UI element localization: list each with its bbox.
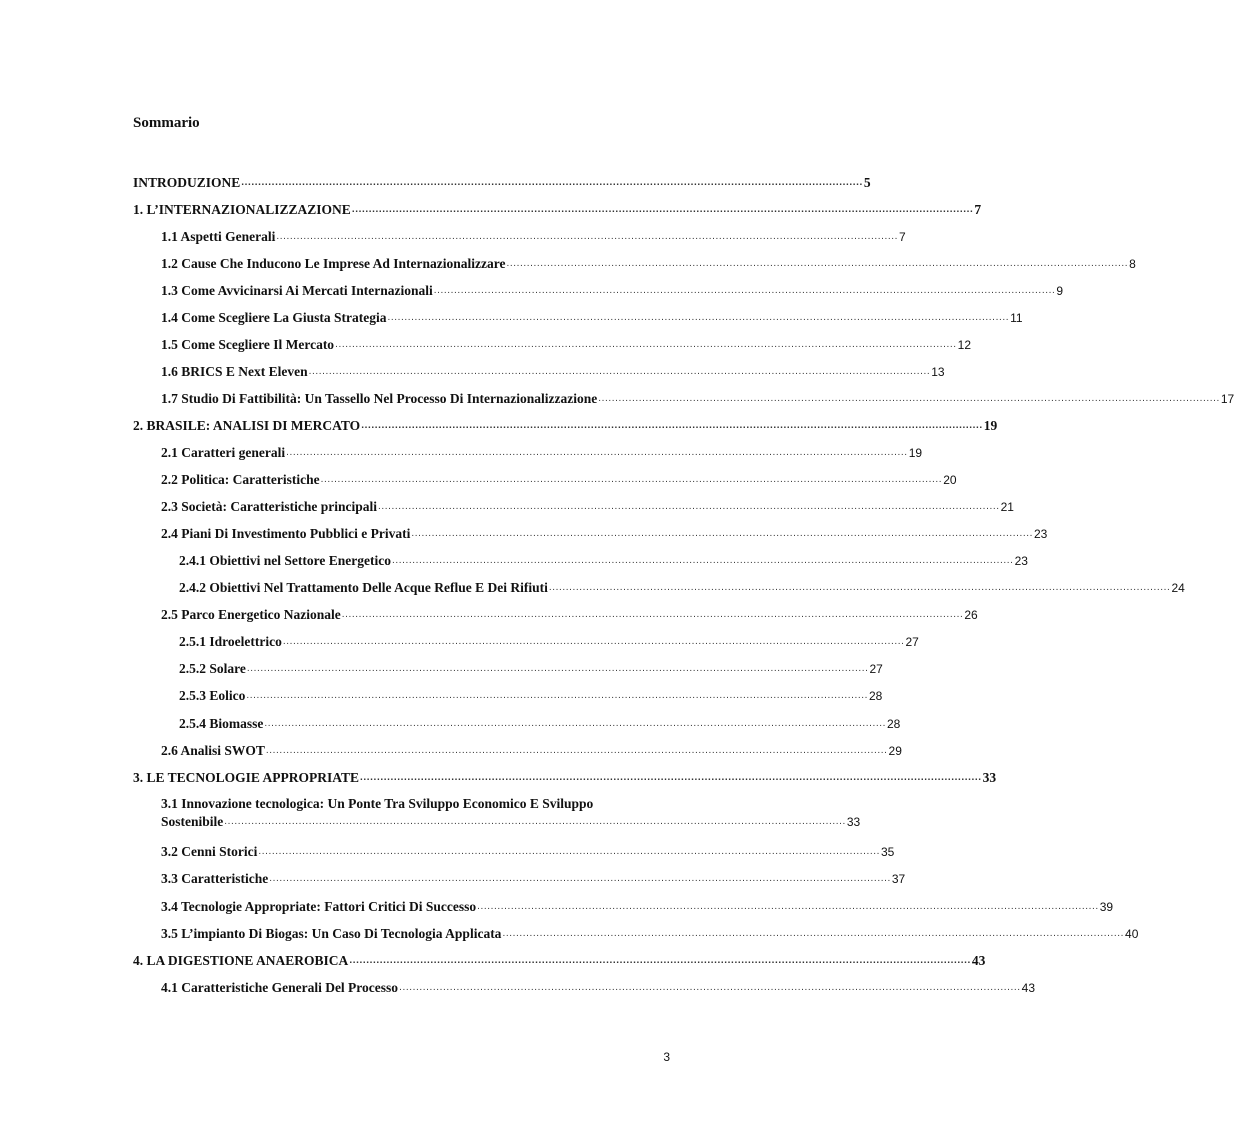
- toc-entry-page: 23: [1014, 554, 1028, 568]
- toc-entry-label: 1.5 Come Scegliere Il Mercato: [161, 337, 335, 352]
- toc-entry-label: INTRODUZIONE: [133, 175, 241, 190]
- leader-dots: ........................................................................................................................................................................................: [269, 873, 891, 884]
- toc-entry-label: 1.3 Come Avvicinarsi Ai Mercati Internazionali: [161, 283, 433, 298]
- toc-entry[interactable]: [133, 417, 998, 435]
- toc-entry-page: 8: [1129, 257, 1136, 271]
- leader-dots: ........................................................................................................................................................................................: [377, 501, 1000, 512]
- toc-entry-label: 1.2 Cause Che Inducono Le Imprese Ad Internazionalizzare: [161, 256, 506, 271]
- toc-entry[interactable]: [179, 715, 901, 733]
- toc-entry[interactable]: [179, 660, 883, 678]
- toc-entry-page: 7: [898, 230, 906, 244]
- leader-dots: ........................................................................................................................................................................................: [548, 582, 1171, 593]
- toc-entry-label: 1.1 Aspetti Generali: [161, 229, 276, 244]
- toc-entry-label-continued: Sostenibile: [161, 814, 224, 829]
- toc-entry[interactable]: [161, 390, 1234, 408]
- leader-dots: ........................................................................................................................................................................................: [265, 745, 888, 756]
- toc-entry-page: 12: [957, 338, 972, 352]
- toc-entry-label: 2.5.1 Idroelettrico: [179, 634, 282, 649]
- toc-entry-label: 4. LA DIGESTIONE ANAEROBICA: [133, 953, 349, 968]
- toc-entry-label: 2. BRASILE: ANALISI DI MERCATO: [133, 418, 361, 433]
- toc-entry[interactable]: [179, 579, 1185, 597]
- toc-entry[interactable]: [161, 742, 902, 760]
- leader-dots: ........................................................................................................................................................................................: [502, 928, 1125, 939]
- toc-entry[interactable]: [161, 843, 895, 861]
- toc-entry-label: 2.5.4 Biomasse: [179, 716, 264, 731]
- toc-entry-page: 28: [886, 717, 901, 731]
- toc-entry-label: 2.4.2 Obiettivi Nel Trattamento Delle Acque Reflue E Dei Rifiuti: [179, 580, 548, 595]
- page-number: 3: [663, 1050, 670, 1064]
- leader-dots: ........................................................................................................................................................................................: [241, 177, 863, 188]
- leader-dots: ........................................................................................................................................................................................: [433, 285, 1056, 296]
- toc-entry[interactable]: [161, 979, 1036, 997]
- toc-entry[interactable]: [161, 525, 1048, 543]
- toc-entry-label: 2.5.2 Solare: [179, 661, 246, 676]
- toc-entry-label: 2.5 Parco Energetico Nazionale: [161, 607, 341, 622]
- leader-dots: ........................................................................................................................................................................................: [360, 772, 982, 783]
- toc-entry-page: 27: [905, 635, 919, 649]
- toc-entry-label: 2.6 Analisi SWOT: [161, 743, 265, 758]
- leader-dots: ........................................................................................................................................................................................: [399, 982, 1021, 993]
- toc-entry-label: 2.1 Caratteri generali: [161, 445, 286, 460]
- toc-entry-label: 3. LE TECNOLOGIE APPROPRIATE: [133, 770, 360, 785]
- leader-dots: ........................................................................................................................................................................................: [308, 366, 931, 377]
- toc-entry[interactable]: [179, 552, 1028, 570]
- toc-entry-label: 2.3 Società: Caratteristiche principali: [161, 499, 377, 514]
- toc-entry[interactable]: [161, 498, 1014, 516]
- toc-entry-label: 1.4 Come Scegliere La Giusta Strategia: [161, 310, 387, 325]
- toc-entry[interactable]: [161, 255, 1136, 273]
- toc-entry-page: 43: [971, 953, 986, 968]
- leader-dots: ........................................................................................................................................................................................: [320, 474, 943, 485]
- toc-entry-page: 7: [974, 202, 982, 217]
- toc-entry[interactable]: [179, 687, 883, 705]
- toc-entry-page: 9: [1056, 284, 1064, 298]
- toc-entry[interactable]: [133, 201, 982, 219]
- leader-dots: ........................................................................................................................................................................................: [349, 955, 971, 966]
- toc-entry-page: 19: [908, 446, 923, 460]
- leader-dots: ........................................................................................................................................................................................: [477, 901, 1099, 912]
- toc-entry-label: 4.1 Caratteristiche Generali Del Processo: [161, 980, 399, 995]
- leader-dots: ........................................................................................................................................................................................: [276, 231, 898, 242]
- toc-entry-page: 20: [943, 473, 957, 487]
- toc-entry-label: 1. L’INTERNAZIONALIZZAZIONE: [133, 202, 351, 217]
- leader-dots: ........................................................................................................................................................................................: [391, 555, 1014, 566]
- toc-entry-label: 2.2 Politica: Caratteristiche: [161, 472, 320, 487]
- toc-entry-page: 23: [1033, 527, 1048, 541]
- toc-entry-page: 21: [1000, 500, 1014, 514]
- toc-entry-page: 13: [931, 365, 945, 379]
- toc-entry-label: 2.4 Piani Di Investimento Pubblici e Privati: [161, 526, 411, 541]
- leader-dots: ........................................................................................................................................................................................: [361, 420, 983, 431]
- toc-entry[interactable]: [133, 174, 871, 192]
- toc-entry[interactable]: [161, 444, 923, 462]
- toc-entry[interactable]: [161, 870, 906, 888]
- toc-entry-label: 3.5 L’impianto Di Biogas: Un Caso Di Tecnologia Applicata: [161, 926, 502, 941]
- toc-entry-page: 27: [869, 662, 883, 676]
- toc-entry-page: 33: [846, 815, 861, 829]
- leader-dots: ........................................................................................................................................................................................: [264, 718, 886, 729]
- toc-entry-page: 43: [1021, 981, 1036, 995]
- toc-entry-label: 1.7 Studio Di Fattibilità: Un Tassello Nel Processo Di Internazionalizzazione: [161, 391, 598, 406]
- leader-dots: ........................................................................................................................................................................................: [411, 528, 1033, 539]
- leader-dots: ........................................................................................................................................................................................: [286, 447, 908, 458]
- leader-dots: ........................................................................................................................................................................................: [282, 636, 905, 647]
- leader-dots: ........................................................................................................................................................................................: [598, 393, 1220, 404]
- toc-entry-label: 2.5.3 Eolico: [179, 688, 246, 703]
- toc-entry-page: 37: [891, 872, 906, 886]
- toc-entry-label: 3.4 Tecnologie Appropriate: Fattori Critici Di Successo: [161, 899, 477, 914]
- toc-entry[interactable]: [161, 228, 906, 246]
- toc-entry-page: 35: [880, 845, 895, 859]
- toc-entry[interactable]: [161, 363, 945, 381]
- toc-entry-page: 39: [1099, 900, 1114, 914]
- leader-dots: ........................................................................................................................................................................................: [258, 846, 880, 857]
- toc-entry-page: 5: [863, 175, 871, 190]
- toc-entry[interactable]: [161, 471, 957, 489]
- toc-entry-page: 24: [1171, 581, 1185, 595]
- leader-dots: ........................................................................................................................................................................................: [506, 258, 1129, 269]
- toc-entry-page: 11: [1010, 311, 1023, 325]
- toc-entry-label: 2.4.1 Obiettivi nel Settore Energetico: [179, 553, 391, 568]
- toc-entry-label: 3.3 Caratteristiche: [161, 871, 269, 886]
- leader-dots: ........................................................................................................................................................................................: [224, 816, 846, 827]
- leader-dots: ........................................................................................................................................................................................: [351, 204, 974, 215]
- toc-entry[interactable]: [133, 952, 986, 970]
- leader-dots: ........................................................................................................................................................................................: [341, 609, 964, 620]
- leader-dots: ........................................................................................................................................................................................: [335, 339, 957, 350]
- toc-entry-label: 3.2 Cenni Storici: [161, 844, 258, 859]
- toc-entry[interactable]: [161, 795, 861, 831]
- toc-entry[interactable]: [161, 336, 972, 354]
- toc-entry[interactable]: [161, 282, 1064, 300]
- toc-entry-page: 29: [888, 744, 902, 758]
- toc-entry-page: 28: [868, 689, 883, 703]
- leader-dots: ........................................................................................................................................................................................: [246, 690, 868, 701]
- toc-entry-page: 33: [982, 770, 997, 785]
- page-title: Sommario: [133, 115, 200, 131]
- toc-entry[interactable]: [161, 309, 1023, 327]
- toc-entry-page: 17: [1220, 392, 1234, 406]
- toc-entry[interactable]: [161, 898, 1114, 916]
- leader-dots: ........................................................................................................................................................................................: [387, 312, 1010, 323]
- toc-entry-page: 19: [983, 418, 998, 433]
- toc-entry-page: 40: [1125, 927, 1139, 941]
- leader-dots: ........................................................................................................................................................................................: [246, 663, 869, 674]
- toc-entry[interactable]: [133, 769, 997, 787]
- toc-entry-page: 26: [964, 608, 978, 622]
- toc-entry[interactable]: [179, 633, 919, 651]
- toc-entry-label: 3.1 Innovazione tecnologica: Un Ponte Tra Sviluppo Economico E Sviluppo: [161, 796, 594, 811]
- toc-entry[interactable]: [161, 925, 1139, 943]
- toc-entry-label: 1.6 BRICS E Next Eleven: [161, 364, 308, 379]
- toc-entry[interactable]: [161, 606, 978, 624]
